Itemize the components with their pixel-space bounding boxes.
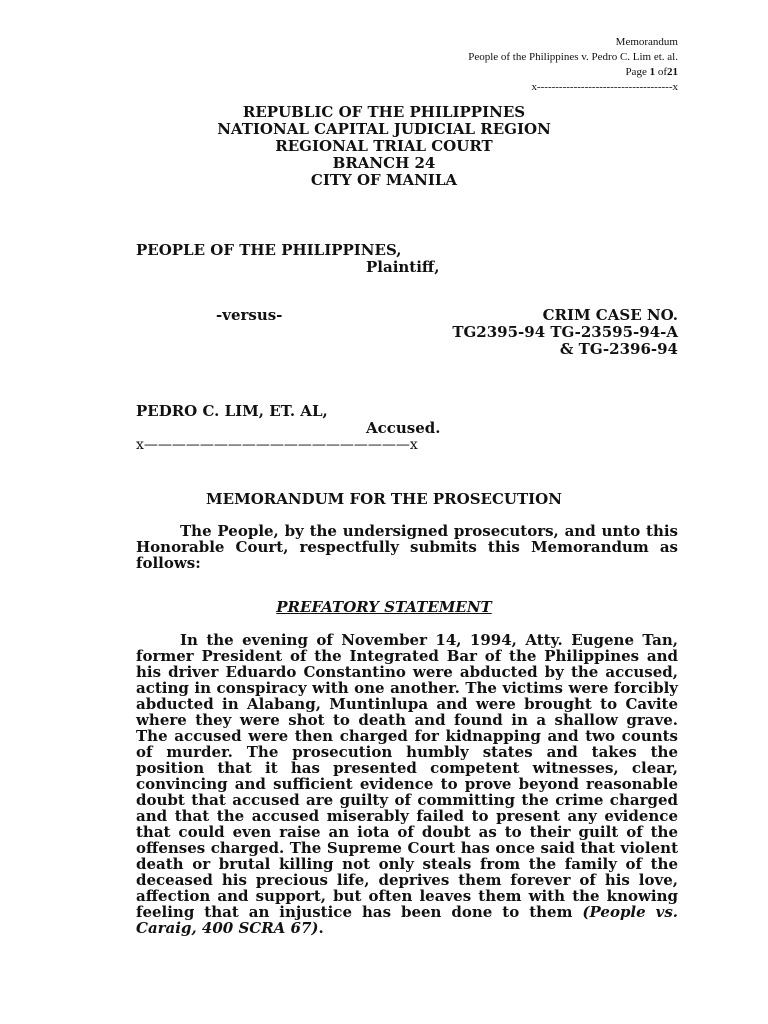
court-line-branch: BRANCH 24 [332, 154, 436, 172]
section-title-prefatory: PREFATORY STATEMENT [276, 598, 492, 616]
court-line-city: CITY OF MANILA [310, 171, 458, 189]
page-current: 1 [649, 66, 656, 78]
plaintiff-name: PEOPLE OF THE PHILIPPINES, [136, 241, 402, 259]
case-number-line-2: TG2395-94 TG-23595-94-A [452, 323, 678, 341]
page-label: Page [625, 66, 647, 78]
prefatory-paragraph [136, 632, 678, 936]
page-total: 21 [667, 66, 678, 78]
header-separator: x-------------------------------------x [531, 81, 678, 93]
case-number-label: CRIM CASE NO. [542, 306, 678, 324]
running-header [468, 35, 678, 95]
accused-role: Accused. [366, 419, 441, 437]
citation-period: . [318, 919, 324, 937]
accused-name: PEDRO C. LIM, ET. AL, [136, 402, 328, 420]
intro-paragraph [136, 523, 678, 571]
court-line-republic: REPUBLIC OF THE PHILIPPINES [242, 103, 526, 121]
page-indicator [468, 65, 678, 80]
court-header [0, 104, 768, 189]
memorandum-title: MEMORANDUM FOR THE PROSECUTION [206, 490, 562, 508]
header-case-name: People of the Philippines v. Pedro C. Lim et. al. [468, 51, 678, 63]
header-title: Memorandum [615, 36, 678, 48]
prefatory-text: In the evening of November 14, 1994, Atty. Eugene Tan, former President of the Integrated Bar of the Philippines and his driver Eduardo Constantino were abducted by the accused, acting in conspiracy with one another. The victims were forcibly abducted in Alabang, Muntinlupa and were brought to Cavite where they were shot to death and found in a shallow grave. The accused were then charged for kidnapping and two counts of murder. The prosecution humbly states and takes the position that it has presented competent witnesses, clear, convincing and sufficient evidence to prove beyond reasonable doubt that accused are guilty of committing the crime charged and that the accused miserably failed to present any evidence that could even raise an iota of doubt as to their guilt of the offenses charged. The Supreme Court has once said that violent death or brutal killing not only steals from the family of the deceased his precious life, deprives them forever of his love, affection and support, but often leaves them with the knowing feeling that an injustice has been done to them [136, 631, 678, 921]
page-of: of [657, 66, 667, 78]
court-line-region: NATIONAL CAPITAL JUDICIAL REGION [217, 120, 551, 138]
case-citation: (People vs. Caraig, 400 SCRA 67) [136, 903, 679, 937]
plaintiff-role: Plaintiff, [366, 258, 440, 276]
versus-label: -versus- [216, 306, 283, 324]
caption-divider: x———————————————————x [136, 437, 418, 453]
intro-text: The People, by the undersigned prosecutors, and unto this Honorable Court, respectfully submits this Memorandum as follows: [136, 522, 678, 572]
case-number-line-3: & TG-2396-94 [559, 340, 678, 358]
court-line-rtc: REGIONAL TRIAL COURT [275, 137, 493, 155]
